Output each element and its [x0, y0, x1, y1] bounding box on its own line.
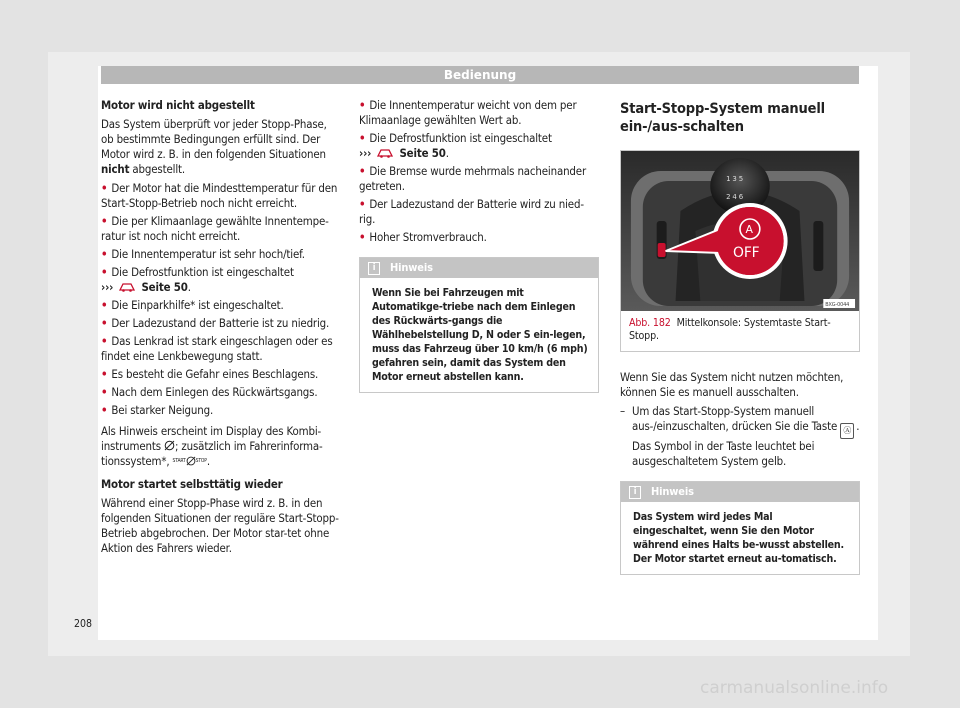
- list-item: • Hoher Stromverbrauch.: [359, 230, 487, 244]
- book-reference-icon: [377, 147, 393, 158]
- hint-text: Das System wird jedes Mal eingeschaltet, wenn Sie den Motor während eines Halts be-wusst abstellen. Der Motor startet erneut au-tomatisch.: [633, 511, 844, 565]
- page-link[interactable]: Seite 50: [141, 280, 188, 294]
- list-item: • Die Bremse wurde mehrmals nacheinander getreten.: [359, 164, 587, 193]
- list-item: • Der Ladezustand der Batterie ist zu niedrig.: [101, 316, 330, 330]
- hint-text: Wenn Sie bei Fahrzeugen mit Automatikge-triebe nach dem Einlegen des Rückwärts-gangs die Wählhebelstellung D, N oder S ein-legen, muss das Fahrzeug über 10 km/h (6 mph) gefahren sein, damit das System den Motor erneut abstellen kann.: [372, 287, 588, 383]
- list-item: • Die Innentemperatur weicht von dem per Klimaanlage gewählten Wert ab.: [359, 98, 577, 127]
- svg-text:2 4 6: 2 4 6: [726, 192, 744, 202]
- start-stop-key-icon: Ⓐ: [840, 423, 854, 439]
- start-stop-symbol-icon: [186, 456, 196, 466]
- hint-header: [360, 258, 598, 278]
- list-item: • Das Lenkrad ist stark eingeschlagen oder es findet eine Lenkbewegung statt.: [101, 334, 333, 363]
- figure: [620, 150, 860, 352]
- page-number: 208: [74, 618, 93, 630]
- instruction-step: – Um das Start-Stopp-System manuell aus-/einzuschalten, drücken Sie die Taste Ⓐ . Das Symbol in der Taste leuchtet bei ausgeschaltetem System gelb.: [620, 404, 860, 468]
- body-paragraph: Wenn Sie das System nicht nutzen möchten, können Sie es manuell ausschalten.: [620, 370, 844, 399]
- restart-condition-list: [359, 98, 599, 245]
- column-right: [620, 98, 860, 575]
- svg-text:A: A: [745, 222, 753, 237]
- center-console-image: [621, 151, 859, 311]
- restart-paragraph: Während einer Stopp-Phase wird z. B. in den folgenden Situationen der reguläre Start-Stopp-Betrieb abgebrochen. Der Motor star-tet ohne Aktion des Fahrers wieder.: [101, 496, 339, 555]
- section-title: Start-Stopp-System manuell ein-/aus-schalten: [620, 101, 825, 135]
- list-item: • Die per Klimaanlage gewählte Innentempe-ratur ist noch nicht erreicht.: [101, 214, 329, 243]
- display-hint-paragraph: Als Hinweis erscheint im Display des Kombi-instruments ; zusätzlich im Fahrerinforma-tionssystem*, $^{START}$ $^{STOP}$.: [101, 424, 323, 468]
- list-item: • Bei starker Neigung.: [101, 403, 214, 417]
- page-link[interactable]: Seite 50: [399, 146, 446, 160]
- figure-code: BXG-0044: [825, 301, 850, 309]
- heading-motor-not-stopped: Motor wird nicht abgestellt: [101, 98, 255, 112]
- figure-caption: [621, 311, 859, 351]
- svg-text:1 3 5: 1 3 5: [726, 174, 744, 184]
- list-item: • Die Defrostfunktion ist eingeschaltet ››› Seite 50.: [359, 131, 552, 160]
- intro-text-a: Das System überprüft vor jeder Stopp-Phase, ob bestimmte Bedingungen erfüllt sind. Der Motor wird z. B. in den folgenden Situationen: [101, 117, 327, 161]
- book-reference-icon: [119, 281, 135, 292]
- figure-number: Abb. 182: [629, 317, 671, 329]
- figure-caption-text: Mittelkonsole: Systemtaste Start-Stopp.: [629, 317, 831, 342]
- heading-motor-restarts: Motor startet selbsttätig wieder: [101, 477, 283, 491]
- hint-box: [359, 257, 599, 393]
- off-label: OFF: [733, 244, 760, 262]
- condition-list: [101, 181, 341, 418]
- stop-label: STOP: [195, 458, 207, 464]
- hint-label: Hinweis: [390, 261, 433, 274]
- intro-paragraph: [101, 117, 341, 177]
- start-label: START: [172, 458, 186, 464]
- column-middle: [359, 98, 599, 393]
- hint-box: [620, 481, 860, 575]
- hint-label: Hinweis: [651, 485, 694, 498]
- info-icon: i: [629, 486, 641, 499]
- list-item: • Die Defrostfunktion ist eingeschaltet ››› Seite 50.: [101, 265, 294, 294]
- section-header: Bedienung: [101, 66, 859, 84]
- watermark: carmanualsonline.info: [700, 678, 889, 698]
- list-item: • Der Motor hat die Mindesttemperatur für den Start-Stopp-Betrieb noch nicht erreicht.: [101, 181, 338, 210]
- list-item: • Der Ladezustand der Batterie wird zu nied-rig.: [359, 197, 584, 226]
- list-item: • Nach dem Einlegen des Rückwärtsgangs.: [101, 385, 318, 399]
- intro-bold: nicht: [101, 162, 130, 176]
- start-stop-indicator-icon: [164, 440, 175, 451]
- hint-header: [621, 482, 859, 502]
- xref-arrow: ›››: [101, 280, 114, 294]
- xref-arrow: ›››: [359, 146, 372, 160]
- list-item: • Die Einparkhilfe* ist eingeschaltet.: [101, 298, 284, 312]
- column-left: [101, 98, 341, 560]
- info-icon: i: [368, 262, 380, 275]
- intro-text-b: abgestellt.: [129, 162, 186, 176]
- list-item: • Die Innentemperatur ist sehr hoch/tief.: [101, 247, 305, 261]
- list-item: • Es besteht die Gefahr eines Beschlagens.: [101, 367, 319, 381]
